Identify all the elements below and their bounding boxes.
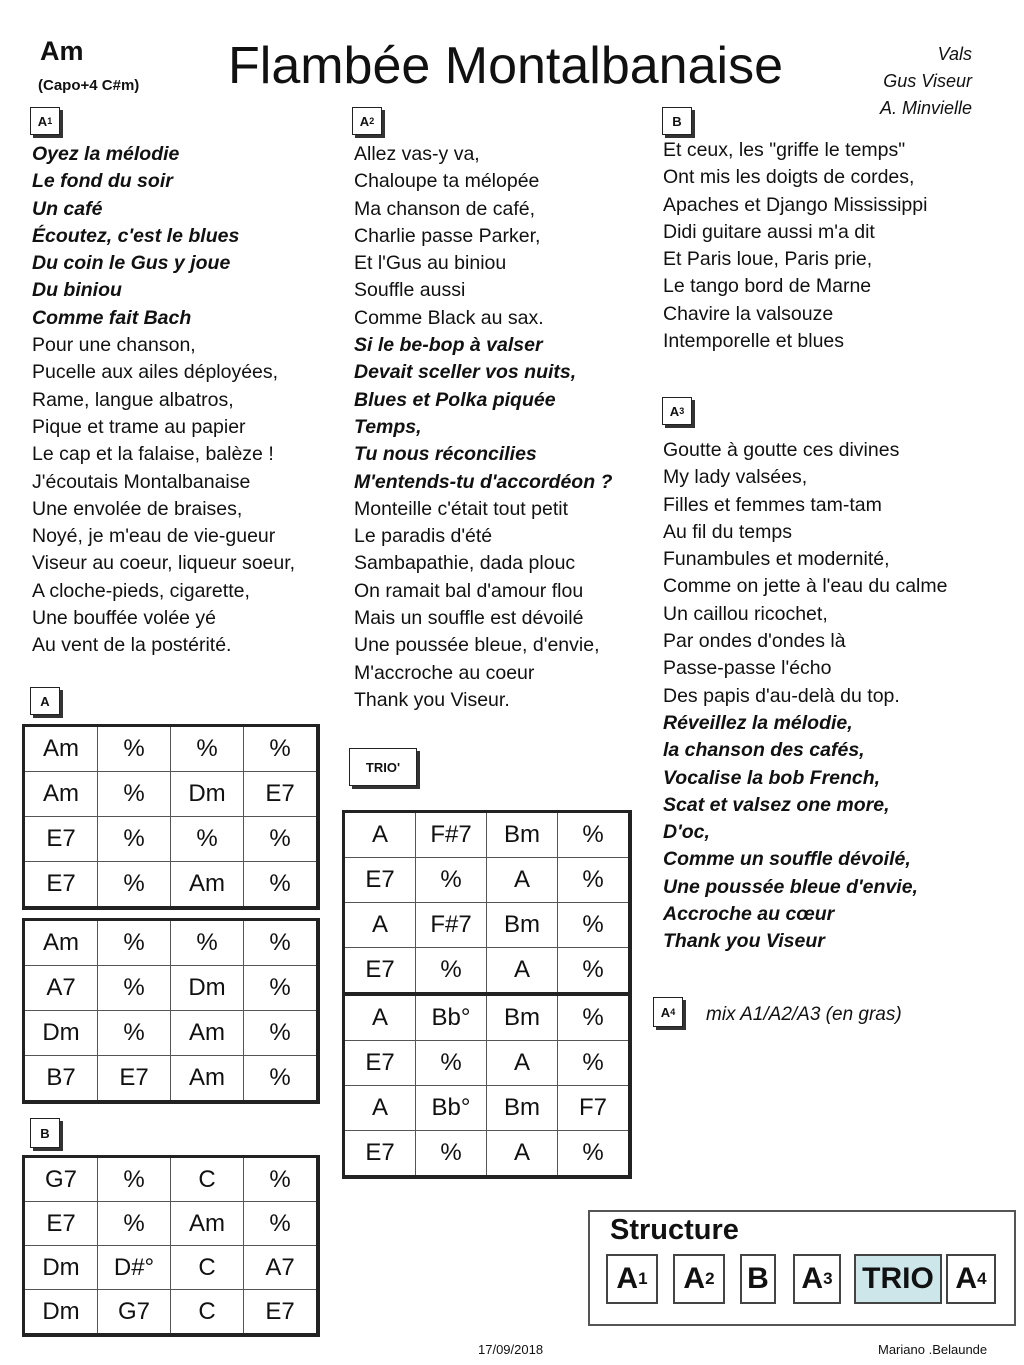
chord-cell: Dm: [24, 1290, 98, 1336]
lyric-line: Du biniou: [32, 279, 122, 302]
chord-cell: E7: [24, 817, 98, 862]
lyric-line: Une envolée de braises,: [32, 497, 243, 520]
chord-row: [24, 772, 319, 817]
lyric-line: D'oc,: [663, 821, 710, 844]
chord-cell: F#7: [416, 903, 487, 948]
chord-cell: %: [171, 726, 244, 772]
chord-row: [344, 1041, 631, 1086]
lyric-line: Monteille c'était tout petit: [354, 497, 569, 520]
chord-cell: A: [344, 1086, 416, 1131]
lyric-line: Et l'Gus au biniou: [354, 252, 507, 275]
chord-row: [24, 1011, 319, 1056]
lyric-line: M'accroche au coeur: [354, 661, 535, 684]
lyrics-b: [663, 137, 927, 355]
chord-cell: E7: [98, 1056, 171, 1103]
lyric-line: Le fond du soir: [32, 170, 173, 193]
chord-cell: A: [344, 812, 416, 858]
lyric-line: Des papis d'au-delà du top.: [663, 684, 900, 707]
chord-cell: %: [98, 862, 171, 909]
chord-cell: Bm: [487, 812, 558, 858]
chord-grid-trio-part2: [342, 993, 632, 1179]
structure-item: A 1: [606, 1254, 658, 1304]
chord-cell: %: [558, 948, 631, 995]
lyric-line: Ma chanson de café,: [354, 197, 536, 220]
chord-row: [344, 858, 631, 903]
chord-row: [344, 1131, 631, 1178]
chord-cell: %: [244, 726, 319, 772]
chord-cell: A7: [244, 1246, 319, 1290]
chord-cell: A: [344, 903, 416, 948]
chord-row: [24, 862, 319, 909]
lyric-line: Apaches et Django Mississippi: [663, 193, 928, 216]
lyrics-a1: [32, 141, 295, 660]
lyric-line: Vocalise la bob French,: [663, 766, 881, 789]
lyric-line: J'écoutais Montalbanaise: [32, 470, 251, 493]
lyric-line: Ont mis les doigts de cordes,: [663, 166, 915, 189]
section-label-b: B: [662, 107, 692, 135]
chord-cell: %: [244, 862, 319, 909]
chord-grid-a-part1: [22, 724, 320, 910]
chord-row: [24, 1056, 319, 1103]
lyric-line: Le tango bord de Marne: [663, 275, 872, 298]
lyrics-a3: [663, 437, 947, 956]
chord-cell: Dm: [171, 772, 244, 817]
a4-note: mix A1/A2/A3 (en gras): [706, 1004, 902, 1025]
chord-cell: Bm: [487, 903, 558, 948]
lyric-line: Le paradis d'été: [354, 525, 493, 548]
chord-cell: %: [244, 966, 319, 1011]
chord-cell: %: [558, 1131, 631, 1178]
chord-cell: %: [558, 1041, 631, 1086]
chord-cell: A: [487, 1131, 558, 1178]
chord-cell: %: [244, 1202, 319, 1246]
lyric-line: Accroche au cœur: [663, 903, 835, 926]
lyric-line: Pique et trame au papier: [32, 415, 246, 438]
structure-title: Structure: [610, 1214, 739, 1246]
chord-row: [24, 817, 319, 862]
footer-author: Mariano .Belaunde: [878, 1342, 988, 1357]
section-label-a-grid: A: [30, 687, 60, 715]
chord-cell: D#°: [98, 1246, 171, 1290]
chord-cell: %: [244, 817, 319, 862]
lyric-line: Une poussée bleue d'envie,: [663, 875, 918, 898]
chord-cell: A7: [24, 966, 98, 1011]
lyric-line: Didi guitare aussi m'a dit: [663, 220, 875, 243]
section-label-a4: A 4: [653, 997, 683, 1027]
chord-row: [344, 995, 631, 1041]
chord-cell: %: [98, 966, 171, 1011]
chord-row: [344, 903, 631, 948]
chord-cell: %: [98, 920, 171, 966]
lyric-line: Charlie passe Parker,: [354, 224, 541, 247]
lyric-line: Réveillez la mélodie,: [663, 711, 853, 734]
lyric-line: Goutte à goutte ces divines: [663, 439, 900, 461]
chord-cell: E7: [24, 862, 98, 909]
lyric-line: Thank you Viseur.: [354, 688, 510, 711]
lyric-line: Allez vas-y va,: [354, 143, 480, 165]
lyric-line: Écoutez, c'est le blues: [32, 224, 240, 247]
lyric-line: Tu nous réconcilies: [354, 443, 537, 466]
chord-cell: B7: [24, 1056, 98, 1103]
chord-cell: %: [416, 1041, 487, 1086]
chord-cell: %: [98, 1202, 171, 1246]
chord-cell: %: [98, 726, 171, 772]
chord-cell: A: [487, 858, 558, 903]
chord-row: [24, 1246, 319, 1290]
chord-cell: Dm: [24, 1011, 98, 1056]
chord-cell: Am: [171, 862, 244, 909]
page-title: Flambée Montalbanaise: [228, 37, 783, 95]
lyric-line: Si le be-bop à valser: [354, 334, 543, 357]
chord-cell: %: [98, 1157, 171, 1202]
chord-cell: %: [416, 948, 487, 995]
lyric-line: Passe-passe l'écho: [663, 657, 832, 680]
lyric-line: Sambapathie, dada plouc: [354, 552, 576, 575]
chord-cell: C: [171, 1246, 244, 1290]
lyric-line: Le cap et la falaise, balèze !: [32, 443, 274, 466]
chord-row: [344, 1086, 631, 1131]
section-label-a2: A 2: [352, 107, 382, 135]
lyric-line: Scat et valsez one more,: [663, 793, 890, 816]
structure-item: B: [740, 1254, 776, 1304]
lyric-line: Rame, langue albatros,: [32, 388, 234, 411]
key-signature: Am: [40, 36, 84, 66]
lyric-line: Chavire la valsouze: [663, 302, 834, 325]
chord-cell: %: [244, 1157, 319, 1202]
chord-cell: Dm: [171, 966, 244, 1011]
lyric-line: A cloche-pieds, cigarette,: [32, 579, 250, 602]
chord-cell: Bb°: [416, 1086, 487, 1131]
lyric-line: Au fil du temps: [663, 520, 792, 543]
section-label-a1: A 1: [30, 107, 60, 135]
lyric-line: Funambules et modernité,: [663, 548, 890, 571]
structure-item: A 3: [793, 1254, 841, 1304]
lyric-line: Et Paris loue, Paris prie,: [663, 248, 873, 271]
chord-cell: A: [487, 948, 558, 995]
chord-cell: E7: [24, 1202, 98, 1246]
chord-cell: %: [98, 817, 171, 862]
lyric-line: Pucelle aux ailes déployées,: [32, 361, 279, 384]
chord-cell: G7: [98, 1290, 171, 1336]
lyric-line: Au vent de la postérité.: [32, 634, 232, 657]
lyric-line: Intemporelle et blues: [663, 330, 845, 353]
chord-cell: %: [171, 920, 244, 966]
chord-cell: Dm: [24, 1246, 98, 1290]
capo-note: (Capo+4 C#m): [38, 77, 140, 94]
chord-cell: Am: [24, 920, 98, 966]
lyric-line: My lady valsées,: [663, 466, 808, 489]
chord-row: [24, 1290, 319, 1336]
chord-cell: %: [244, 920, 319, 966]
lyric-line: Et ceux, les "griffe le temps": [663, 139, 906, 161]
lyric-line: Comme on jette à l'eau du calme: [663, 575, 948, 598]
chord-cell: %: [558, 903, 631, 948]
chord-cell: %: [171, 817, 244, 862]
chord-cell: G7: [24, 1157, 98, 1202]
lyric-line: Comme Black au sax.: [354, 306, 544, 329]
lyric-line: Devait sceller vos nuits,: [354, 361, 577, 384]
lyric-line: Mais un souffle est dévoilé: [354, 607, 584, 630]
lyric-line: Souffle aussi: [354, 279, 466, 302]
lyric-line: Thank you Viseur: [663, 930, 825, 953]
chord-cell: E7: [344, 948, 416, 995]
chord-cell: A: [487, 1041, 558, 1086]
chord-cell: C: [171, 1290, 244, 1336]
lyric-line: Chaloupe ta mélopée: [354, 170, 540, 193]
lyrics-a2: [354, 141, 612, 714]
section-label-a3: A 3: [662, 397, 692, 425]
chord-cell: Am: [171, 1011, 244, 1056]
lyric-line: Oyez la mélodie: [32, 143, 180, 165]
lyric-line: Viseur au coeur, liqueur soeur,: [32, 552, 296, 575]
chord-row: [24, 966, 319, 1011]
chord-row: [24, 726, 319, 772]
lyric-line: Comme fait Bach: [32, 306, 192, 329]
chord-cell: E7: [344, 1131, 416, 1178]
lyric-line: la chanson des cafés,: [663, 739, 865, 762]
chord-cell: %: [416, 1131, 487, 1178]
lyric-line: On ramait bal d'amour flou: [354, 579, 584, 602]
chord-cell: A: [344, 995, 416, 1041]
chord-cell: C: [171, 1157, 244, 1202]
footer-date: 17/09/2018: [478, 1342, 544, 1357]
lyric-line: Du coin le Gus y joue: [32, 252, 231, 275]
composer-1: Gus Viseur: [883, 71, 972, 91]
structure-item: A 4: [946, 1254, 996, 1304]
chord-cell: %: [416, 858, 487, 903]
lyric-line: Une poussée bleue, d'envie,: [354, 634, 600, 657]
chord-cell: %: [558, 812, 631, 858]
chord-cell: Bb°: [416, 995, 487, 1041]
chord-cell: E7: [244, 1290, 319, 1336]
structure-item: A 2: [673, 1254, 725, 1304]
section-label-trio: TRIO': [349, 748, 417, 786]
lyric-line: Un caillou ricochet,: [663, 602, 828, 625]
lyric-line: Pour une chanson,: [32, 334, 196, 357]
chord-grid-b: [22, 1155, 320, 1337]
composer-2: A. Minvielle: [879, 98, 972, 118]
lyric-line: Noyé, je m'eau de vie-gueur: [32, 525, 276, 548]
chord-cell: Am: [171, 1202, 244, 1246]
chord-cell: E7: [344, 858, 416, 903]
chord-row: [344, 948, 631, 995]
chord-row: [24, 1157, 319, 1202]
chord-cell: %: [244, 1011, 319, 1056]
chord-cell: Bm: [487, 1086, 558, 1131]
chord-cell: %: [98, 772, 171, 817]
chord-row: [24, 1202, 319, 1246]
section-label-b-grid: B: [30, 1118, 60, 1148]
chord-row: [24, 920, 319, 966]
structure-item: TRIO: [854, 1254, 942, 1304]
lyric-line: Temps,: [354, 415, 422, 438]
lyric-line: Un café: [32, 197, 103, 220]
style-label: Vals: [937, 44, 972, 64]
chord-grid-trio-part1: [342, 810, 632, 996]
chord-cell: E7: [244, 772, 319, 817]
lyric-line: M'entends-tu d'accordéon ?: [354, 470, 613, 493]
chord-cell: %: [558, 858, 631, 903]
chord-cell: %: [98, 1011, 171, 1056]
chord-cell: F#7: [416, 812, 487, 858]
chord-cell: Bm: [487, 995, 558, 1041]
chord-cell: Am: [24, 726, 98, 772]
chord-cell: F7: [558, 1086, 631, 1131]
lyric-line: Filles et femmes tam-tam: [663, 493, 882, 516]
chord-cell: Am: [24, 772, 98, 817]
lyric-line: Blues et Polka piquée: [354, 388, 556, 411]
chord-cell: E7: [344, 1041, 416, 1086]
chord-cell: %: [558, 995, 631, 1041]
lyric-line: Une bouffée volée yé: [32, 607, 216, 630]
chord-cell: %: [244, 1056, 319, 1103]
chord-row: [344, 812, 631, 858]
lyric-line: Comme un souffle dévoilé,: [663, 848, 911, 871]
chord-grid-a-part2: [22, 918, 320, 1104]
lyric-line: Par ondes d'ondes là: [663, 630, 846, 653]
chord-cell: Am: [171, 1056, 244, 1103]
